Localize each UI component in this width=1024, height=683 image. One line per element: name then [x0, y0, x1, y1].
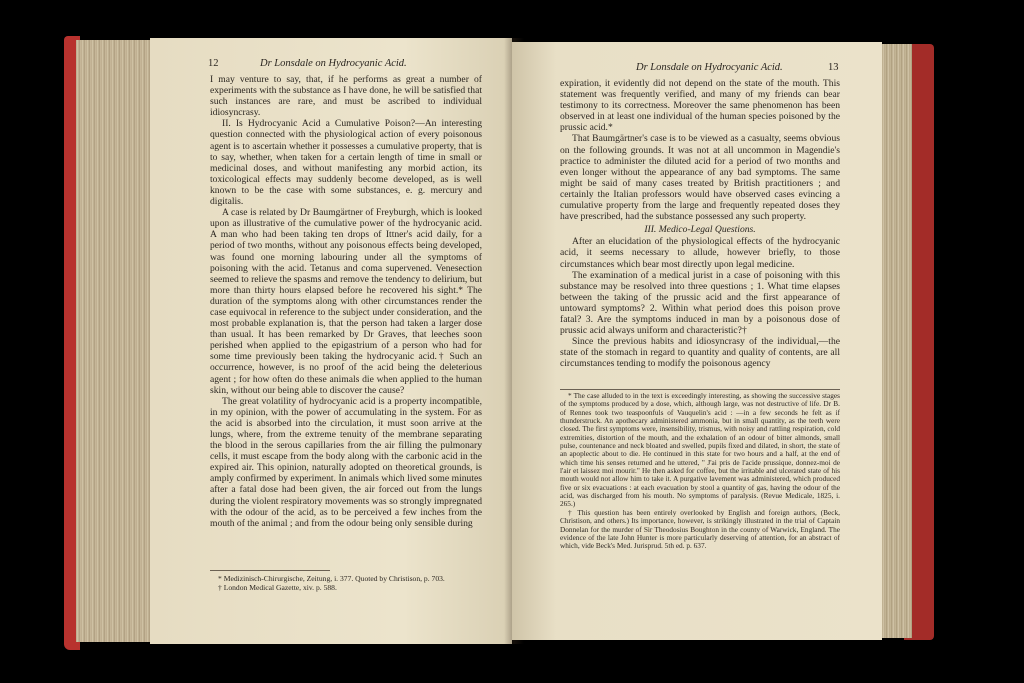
page-edges-right [880, 44, 912, 638]
left-footnotes [210, 574, 482, 592]
paragraph: Since the previous habits and idiosyncrasy of the individual,—the state of the stomach in regard to quantity and quality of contents, are all circumstances tending to modify the poisonous agency [560, 336, 840, 370]
paragraph: A case is related by Dr Baumgärtner of Freyburgh, which is looked upon as illustrative of the cumulative power of the hydrocyanic acid. A man who had been taking ten drops of Ittner's acid daily, for a period of two months, without any poisonous effects being developed, was found one morning labouring under all the symptoms of poisoning with the acid. Tetanus and coma supervened. Venesection seemed to relieve the spasms and remove the tendency to delirium, but more than thirty hours elapsed before he recovered his sight.* The duration of the symptoms along with other circumstances render the case equivocal in reference to the subject under consideration, and the most probable explanation is, that the person had taken a larger dose than usual. It has been remarked by Dr Graves, that leeches soon perished when applied to the epigastrium of a person who had for some time previously been taking the hydrocyanic acid.† Such an occurrence, however, is no proof of the acid being the deleterious agent ; for how often do these animals die when applied to the human skin, without our being able to discover the cause? [210, 207, 482, 396]
left-page-number: 12 [208, 58, 219, 69]
right-running-head: Dr Lonsdale on Hydrocyanic Acid. [636, 62, 783, 73]
left-page [150, 38, 512, 644]
right-page-number: 13 [828, 62, 839, 73]
section-heading: III. Medico-Legal Questions. [644, 224, 756, 236]
right-body-text [560, 78, 840, 369]
paragraph: expiration, it evidently did not depend on the state of the mouth. This statement was frequently verified, and many of my friends can bear testimony to its correctness. Moreover the same phenomenon has been observed in at least one individual of the human species poisoned by the prussic acid.* [560, 78, 840, 134]
footnote: * The case alluded to in the text is exceedingly interesting, as showing the successive stages of the symptoms produced by a dose, which, although large, was not destructive of life. Dr B. of Rennes took two teaspoonfuls of Vauquelin's acid : —in a few seconds he felt as if thunderstruck. An apothecary administered ammonia, but in small quantity, as the teeth were closed. The first symptoms were, insensibility, trismus, with noisy and rattling respiration, cold extremities, distortion of the mouth, and the exhalation of an odour of bitter almonds, small pulse, countenance and neck bloated and swelled, pupils fixed and dilated, in short, the state of an apoplectic about to die. He continued in this state for two hours and a half, at the end of which time his senses returned and he uttered, " J'ai pris de l'acide prussique, donnez-moi de l'air et laissez moi mourir." He then asked for coffee, but the irritable and ulcerated state of his mouth would not allow him to take it. A purgative lavement was administered, which produced five or six evacuations : at each evacuation by stool a quantity of gas, having the odour of the acid, was discharged from his mouth. No symptoms of paralysis. (Revue Medicale, 1825, i. 265.) [560, 391, 840, 509]
page-edges-left [76, 40, 152, 642]
footnote: † London Medical Gazette, xiv. p. 588. [218, 583, 337, 592]
paragraph: That Baumgärtner's case is to be viewed as a casualty, seems obvious on the following grounds. It was not at all uncommon in Magendie's practice to administer the diluted acid for a period of two months and even longer without the appearance of any bad symptoms. The same might be said of many cases treated by British practitioners ; and certainly the Italian professors would have observed cases evincing a cumulative property from the large and frequently repeated doses they have prescribed, had the substance possessed any such property. [560, 133, 840, 223]
footnote: * Medizinisch-Chirurgische, Zeitung, i. 377. Quoted by Christison, p. 703. [218, 574, 445, 583]
paragraph: The great volatility of hydrocyanic acid is a property incompatible, in my opinion, with the power of accumulating in the system. For as the acid is absorbed into the circulation, it must soon arrive at the lungs, where, from the extreme tenuity of the membrane separating the blood in the serous capillaries from the air filling the pulmonary cells, it must escape from the body along with the carbonic acid in the expired air. This opinion, naturally adopted on theoretical grounds, is amply confirmed by experiment. In animals which lived some minutes after a fatal dose had been given, the air forced out from the lungs during the violent respiratory movements was so strongly impregnated with the odour of the acid, as to be perceived a few inches from the mouth of the animal ; and from the odour being only sensible during [210, 395, 482, 529]
footnote-rule [210, 570, 330, 571]
paragraph: After an elucidation of the physiological effects of the hydrocyanic acid, it seems necessary to allude, however briefly, to those circumstances which bear most directly upon legal medicine. [560, 236, 840, 270]
left-running-head: Dr Lonsdale on Hydrocyanic Acid. [260, 58, 407, 69]
paragraph: II. Is Hydrocyanic Acid a Cumulative Poison?—An interesting question connected with the physiological action of every poisonous agent is to ascertain whether it possesses a cumulative property, that is to say, whether, when taken for a certain length of time in small or medicinal doses, and without manifesting any morbid action, its toxicological effects may suddenly become developed, as is well known to be the case with some substances, e. g. mercury and digitalis. [210, 118, 482, 208]
right-footnotes [560, 392, 840, 551]
right-page [512, 42, 882, 640]
paragraph: I may venture to say, that, if he performs as great a number of experiments with the substance as I have done, he will be satisfied that such instances are rare, and must be ascribed to individual idiosyncrasy. [210, 74, 482, 119]
paragraph: The examination of a medical jurist in a case of poisoning with this substance may be resolved into three questions ; 1. What time elapses between the taking of the prussic acid and the first appearance of untoward symptoms? 2. Within what period does this poison prove fatal? 3. Are the symptoms induced in man by a poisonous dose of prussic acid always uniform and characteristic?† [560, 269, 840, 337]
left-body-text [210, 74, 482, 529]
footnote-rule [560, 389, 840, 390]
footnote: † This question has been entirely overlooked by English and foreign authors, (Beck, Christison, and others.) Its importance, however, is strikingly illustrated in the trial of Captain Donnelan for the murder of Sir Theodosius Boughton in the county of Warwick, England. The evidence of the late John Hunter is more particularly deserving of attention, for an abstract of which, vide Beck's Med. Jurisprud. 5th ed. p. 637. [560, 507, 840, 551]
